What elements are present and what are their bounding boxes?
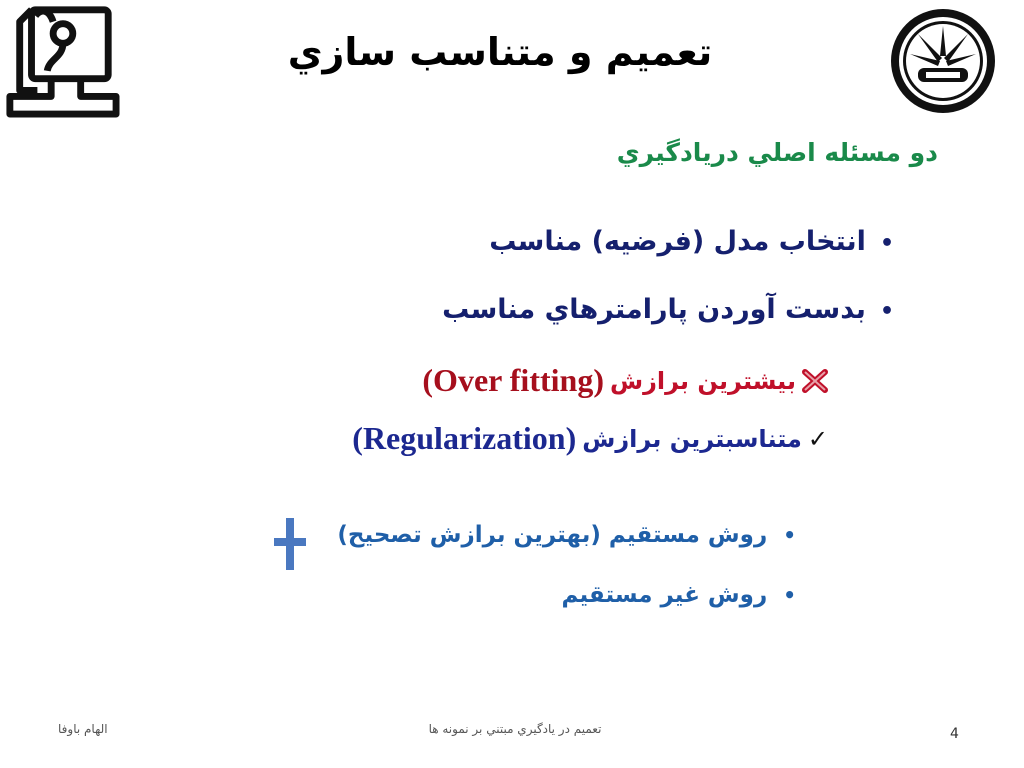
university-seal-icon [888, 6, 998, 116]
bullet-dot-icon: • [879, 231, 894, 256]
overfitting-english: (Over fitting) [422, 362, 604, 398]
sub-bullet-text: روش غير مستقيم [561, 582, 768, 608]
bullet-text: بدست آوردن پارامترهاي مناسب [442, 294, 866, 325]
slide-title: تعميم و متناسب سازي [287, 30, 713, 74]
plus-icon [274, 518, 306, 570]
overfitting-item [422, 362, 828, 399]
bullet-text: انتخاب مدل (فرضيه) مناسب [489, 226, 866, 257]
bullet-item [489, 226, 894, 257]
red-cross-icon [802, 369, 828, 393]
bullet-item [442, 294, 894, 325]
slide-subtitle: دو مسئله اصلي دريادگيري [616, 138, 938, 167]
sub-bullet-item [337, 522, 796, 548]
footer-title: تعميم در يادگيري مبتني بر نمونه ها [428, 722, 602, 736]
bullet-dot-icon: • [879, 299, 894, 324]
sub-bullet-item [561, 582, 796, 608]
footer-author: الهام باوفا [58, 722, 108, 736]
check-icon: ✓ [807, 424, 828, 453]
regularization-item [352, 420, 828, 457]
sub-bullet-text: روش مستقيم (بهترين برازش تصحيح) [337, 522, 768, 548]
bullet-dot-icon: • [783, 523, 796, 547]
bullet-dot-icon: • [783, 583, 796, 607]
computer-user-logo-icon [2, 2, 120, 120]
regularization-english: (Regularization) [352, 420, 577, 456]
regularization-label: متناسبترين برازش [582, 424, 802, 453]
overfitting-label: بيشترين برازش [609, 366, 796, 395]
page-number: 4 [950, 726, 959, 742]
